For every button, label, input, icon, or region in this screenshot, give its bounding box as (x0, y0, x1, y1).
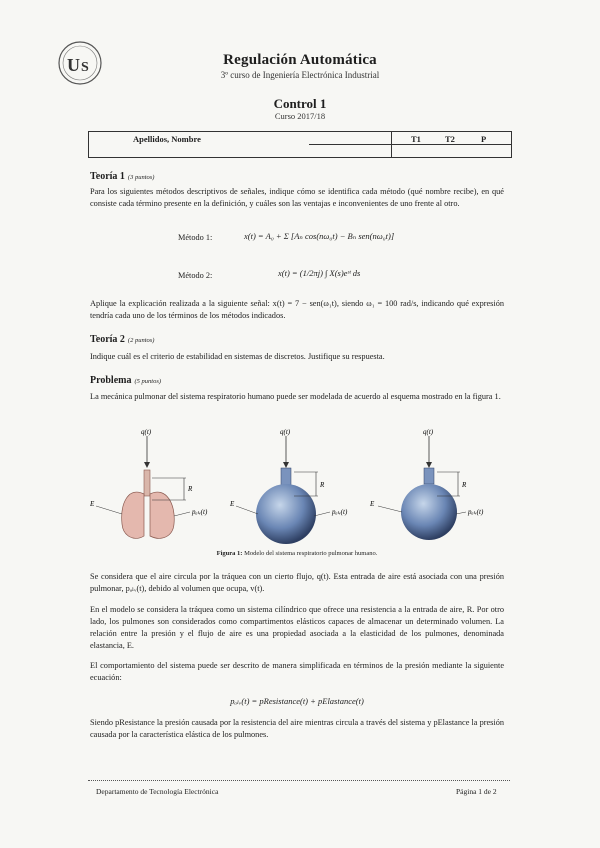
problema-heading: Problema (5 puntos) (90, 375, 162, 386)
respiratory-model-figure (90, 424, 504, 550)
teoria2-heading: Teoría 2 (2 puntos) (90, 334, 155, 345)
name-label: Apellidos, Nombre (133, 134, 201, 144)
fig-label-E-3: E (370, 500, 375, 508)
teoria1-heading: Teoría 1 (3 puntos) (90, 171, 155, 182)
svg-text:U: U (67, 55, 80, 75)
fig-label-R-2: R (320, 481, 325, 489)
academic-year: Curso 2017/18 (274, 111, 326, 121)
student-info-table (88, 131, 512, 158)
figure-caption: Figura 1: Modelo del sistema respiratorio pulmonar humano. (216, 550, 378, 557)
method2-equation: x(t) = (1/2πj) ∫ X(s)eˢᵗ ds (278, 268, 361, 278)
fig-label-p-3: pₐₗᵥ(t) (468, 508, 484, 516)
problema-para3: El comportamiento del sistema puede ser descrito de manera simplificada en términos de la presión mediante la siguiente ecuación: (90, 661, 504, 682)
footer-page-number: Página 1 de 2 (456, 787, 497, 796)
problema-para4: Siendo pResistance la presión causada por la resistencia del aire mientras circula a través del sistema y pElastance la presión causada por la característica elástica de los pulmones. (90, 718, 504, 739)
fig-label-q-1: q(t) (141, 428, 152, 436)
balloon-model-drawing (236, 436, 330, 544)
score-header-p: P (481, 134, 487, 144)
problema-para2: En el modelo se considera la tráquea como un sistema cilíndrico que ofrece una resistencia a la entrada de aire, R. Por otro lado, los pulmones son considerados como compartimentos elásticos capaces de almacenar un determinado volumen. La relación entre la presión y el flujo de aire es una propiedad asociada a la elasticidad de los pulmones, denominada elastancia, E. (90, 605, 504, 650)
exam-title: Control 1 (273, 96, 327, 111)
fig-label-p-2: pₐₗᵥ(t) (332, 508, 348, 516)
fig-label-R-1: R (188, 485, 193, 493)
fig-label-p-1: pₐₗᵥ(t) (192, 508, 208, 516)
pressure-equation: pₐₗᵥ(t) = pResistance(t) + pElastance(t) (230, 696, 364, 706)
method1-label: Método 1: (178, 233, 213, 242)
fig-label-q-3: q(t) (423, 428, 434, 436)
svg-text:S: S (81, 60, 89, 75)
footer-divider (88, 780, 510, 781)
teoria1-apply-text: Aplique la explicación realizada a la siguiente señal: x(t) = 7 − sen(ω₁t), siendo ω₁ = 100 rad/s, indicando qué expresión tendría cada uno de los términos de los métodos indicados. (90, 299, 504, 320)
problema-intro: La mecánica pulmonar del sistema respiratorio humano puede ser modelada de acuerdo al esquema mostrado en la figura 1. (90, 392, 501, 401)
fig-label-R-3: R (462, 481, 467, 489)
fig-label-E-2: E (230, 500, 235, 508)
lungs-drawing (96, 436, 190, 538)
method1-equation: x(t) = A₀ + Σ [Aₙ cos(nω₀t) − Bₙ sen(nω₀t)] (244, 231, 395, 241)
footer-department: Departamento de Tecnología Electrónica (96, 787, 219, 796)
teoria1-text: Para los siguientes métodos descriptivos de señales, indique cómo se identifica cada método (qué nombre recibe), en qué consiste cada término presente en la definición, y cuáles son las ventajas e inconvenientes de uno frente al otro. (90, 187, 504, 208)
problema-para1: Se considera que el aire circula por la tráquea con un cierto flujo, q(t). Esta entrada de aire está asociada con una presión pulmonar, pₐₗᵥ(t), debido al volumen que ocupa, v(t). (90, 572, 504, 593)
balloon-model-drawing-2 (378, 436, 466, 540)
score-header-t2: T2 (445, 134, 455, 144)
course-subtitle: 3º curso de Ingeniería Electrónica Industrial (220, 70, 380, 80)
method2-label: Método 2: (178, 271, 213, 280)
score-header-t1: T1 (411, 134, 421, 144)
course-title: Regulación Automática (223, 52, 377, 68)
fig-label-E-1: E (90, 500, 95, 508)
fig-label-q-2: q(t) (280, 428, 291, 436)
teoria2-text: Indique cuál es el criterio de estabilidad en sistemas de discretos. Justifique su respuesta. (90, 352, 385, 361)
